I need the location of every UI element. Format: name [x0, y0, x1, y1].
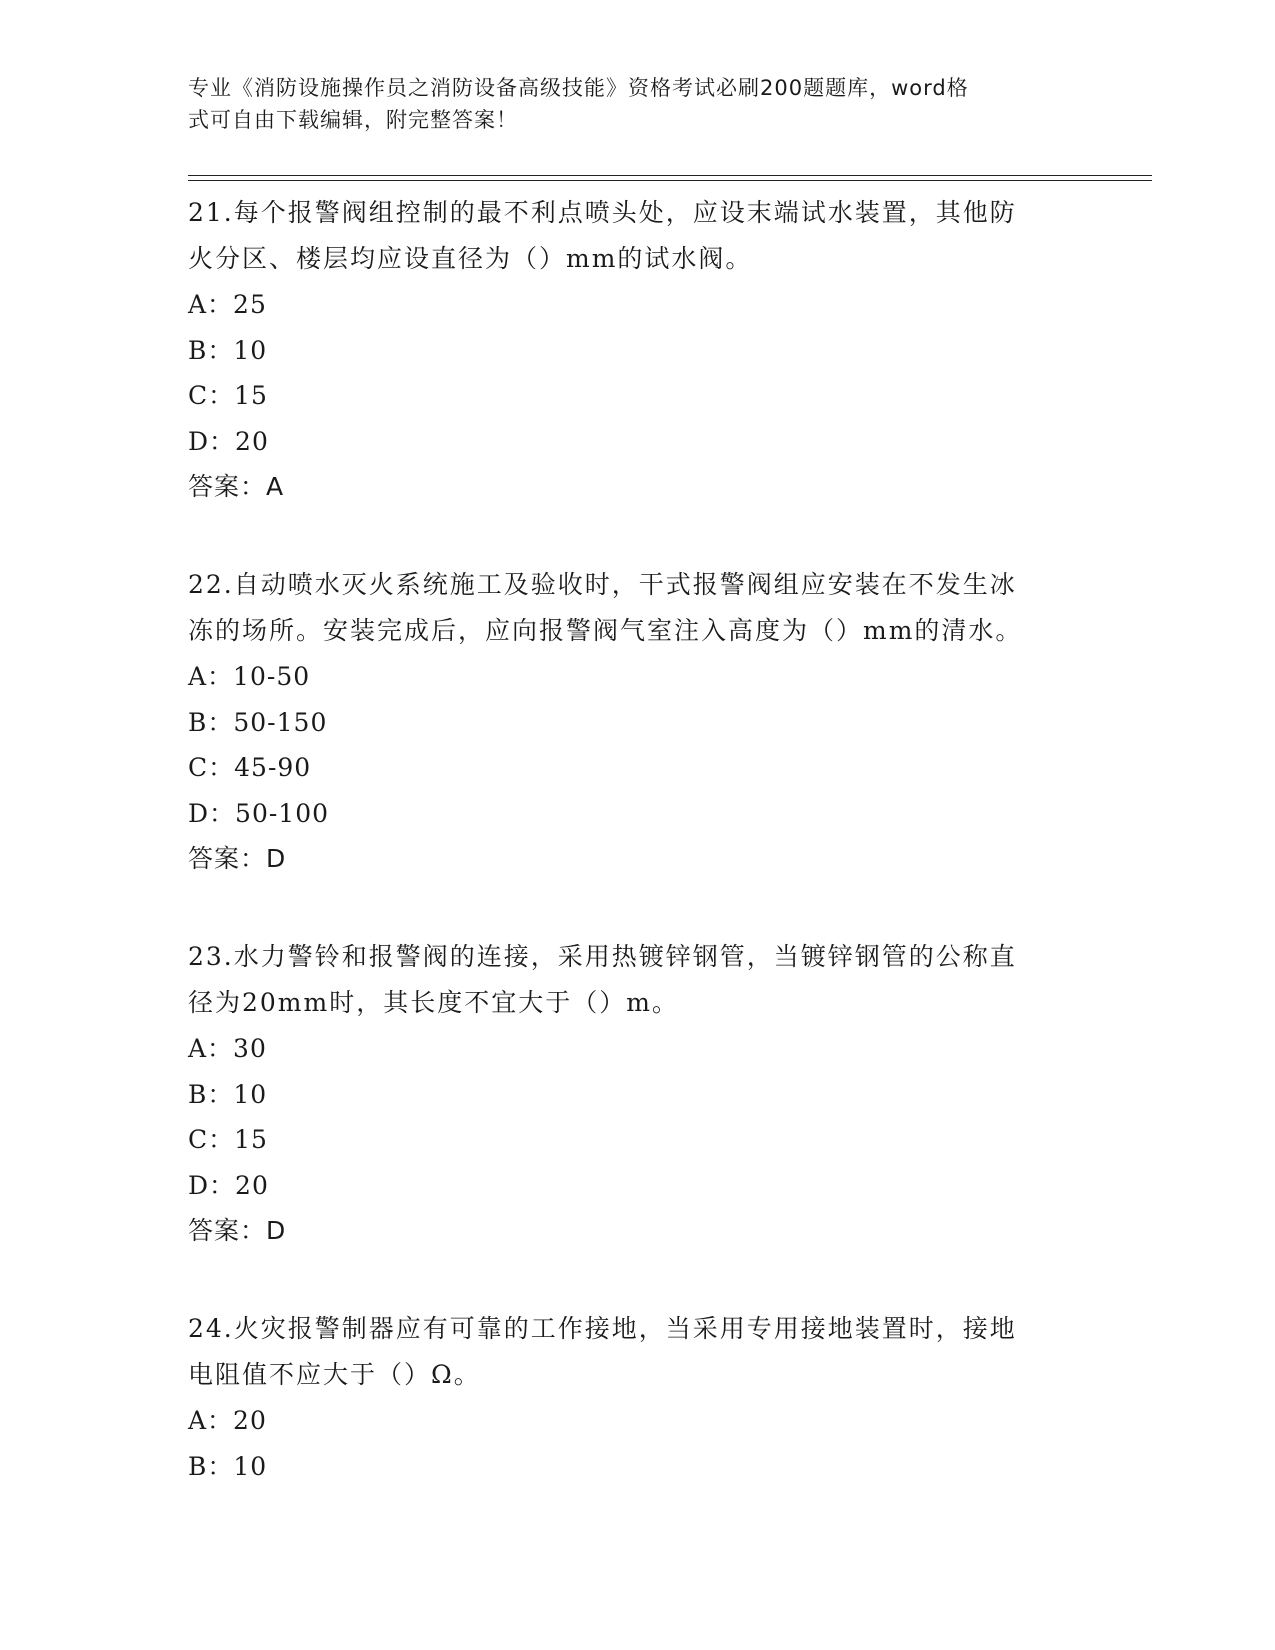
- question-24: [188, 1306, 1088, 1489]
- document-header: [188, 72, 1068, 136]
- question-list: [188, 190, 1088, 1541]
- header-rule-bottom: [188, 180, 1152, 181]
- question-text-line: 径为20mm时，其长度不宜大于（）m。: [188, 988, 679, 1017]
- header-line-2: 式可自由下载编辑，附完整答案！: [188, 108, 518, 132]
- header-line-1: 专业《消防设施操作员之消防设备高级技能》资格考试必刷200题题库，word格: [188, 76, 969, 100]
- header-rule-top: [188, 175, 1152, 176]
- question-23: [188, 934, 1088, 1254]
- option-d: D：50-100: [188, 798, 330, 828]
- option-b: B：10: [188, 335, 268, 365]
- question-text: [188, 190, 1088, 282]
- option-a: A：30: [188, 1034, 267, 1063]
- question-22: [188, 562, 1088, 882]
- answer: 答案：A: [188, 472, 285, 501]
- question-text-line: 冻的场所。安装完成后，应向报警阀气室注入高度为（）mm的清水。: [188, 616, 1023, 645]
- question-text-line: 24.火灾报警制器应有可靠的工作接地，当采用专用接地装置时，接地: [188, 1314, 1017, 1343]
- answer: 答案：D: [188, 1216, 287, 1245]
- question-text-line: 21.每个报警阀组控制的最不利点喷头处，应设末端试水装置，其他防: [188, 198, 1017, 227]
- option-b: B：10: [188, 1079, 268, 1109]
- question-text-line: 火分区、楼层均应设直径为（）mm的试水阀。: [188, 244, 753, 273]
- option-a: A：20: [188, 1406, 267, 1435]
- option-c: C：15: [188, 1125, 268, 1154]
- question-text: [188, 1306, 1088, 1398]
- option-a: A：10-50: [188, 662, 311, 691]
- option-c: C：45-90: [188, 753, 312, 782]
- option-c: C：15: [188, 381, 268, 410]
- question-text: [188, 562, 1088, 654]
- option-b: B：50-150: [188, 707, 328, 737]
- option-b: B：10: [188, 1451, 268, 1481]
- option-d: D：20: [188, 1170, 269, 1200]
- question-text-line: 22.自动喷水灭火系统施工及验收时，干式报警阀组应安装在不发生冰: [188, 570, 1017, 599]
- option-d: D：20: [188, 426, 269, 456]
- question-text-line: 23.水力警铃和报警阀的连接，采用热镀锌钢管，当镀锌钢管的公称直: [188, 942, 1017, 971]
- answer: 答案：D: [188, 844, 287, 873]
- option-a: A：25: [188, 290, 267, 319]
- question-text-line: 电阻值不应大于（）Ω。: [188, 1360, 481, 1389]
- question-text: [188, 934, 1088, 1026]
- question-21: [188, 190, 1088, 510]
